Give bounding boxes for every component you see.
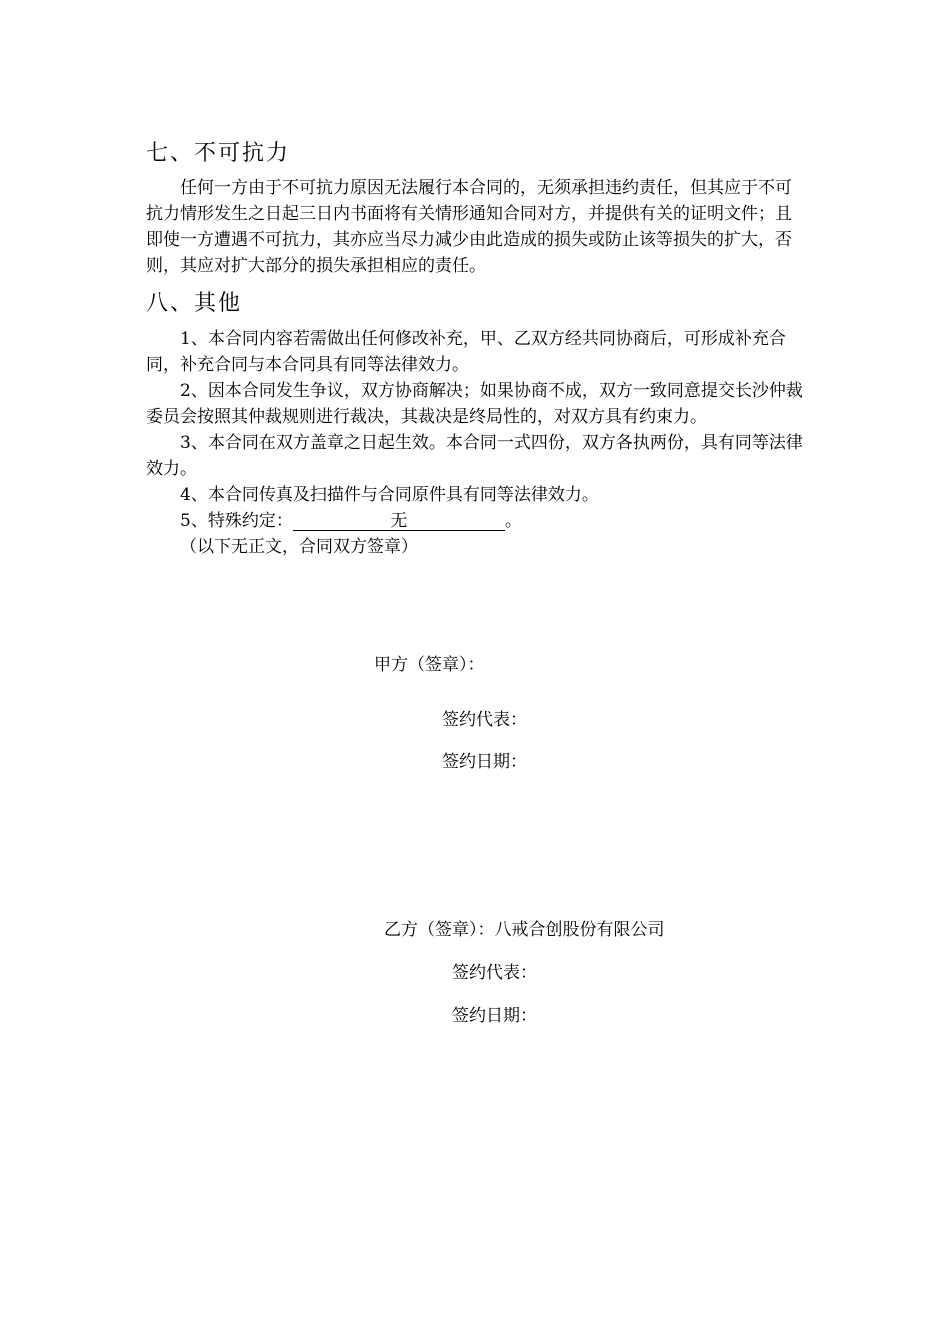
section-8-body	[146, 326, 806, 560]
clause-5	[146, 508, 806, 534]
clause-4: 4、本合同传真及扫描件与合同原件具有同等法律效力。	[180, 485, 599, 505]
party-b-signature-line	[384, 915, 665, 940]
party-b-company-name: 八戒合创股份有限公司	[494, 920, 665, 940]
party-a-rep-label: 签约代表：	[442, 710, 527, 730]
section-7-title: 七、不可抗力	[146, 141, 291, 166]
party-a-label: 甲方（签章）：	[374, 655, 485, 675]
clause-1: 1、本合同内容若需做出任何修改补充，甲、乙双方经共同协商后，可形成补充合同，补充合同与本合同具有同等法律效力。	[146, 329, 786, 375]
clause-5-end: 。	[504, 511, 522, 531]
section-7-body: 任何一方由于不可抗力原因无法履行本合同的，无须承担违约责任，但其应于不可抗力情形发生之日起三日内书面将有关情形通知合同对方，并提供有关的证明文件；且即使一方遭遇不可抗力，其亦应当尽力减少由此造成的损失或防止该等损失的扩大，否则，其应对扩大部分的损失承担相应的责任。	[146, 178, 792, 276]
party-b-date-label: 签约日期：	[452, 1006, 537, 1026]
party-a-date-label: 签约日期：	[442, 752, 527, 772]
party-b-label: 乙方（签章）：	[384, 920, 495, 940]
clause-3: 3、本合同在双方盖章之日起生效。本合同一式四份，双方各执两份，具有同等法律效力。	[146, 433, 803, 479]
clause-2: 2、因本合同发生争议，双方协商解决；如果协商不成，双方一致同意提交长沙仲裁委员会按照其仲裁规则进行裁决，其裁决是终局性的，对双方具有约束力。	[146, 381, 803, 427]
clause-5-label: 5、特殊约定：	[180, 511, 293, 531]
section-8-title: 八、其他	[146, 291, 243, 316]
closing-note: （以下无正文，合同双方签章）	[180, 537, 418, 557]
special-terms-value: 无	[293, 512, 505, 531]
party-b-rep-label: 签约代表：	[452, 963, 537, 983]
